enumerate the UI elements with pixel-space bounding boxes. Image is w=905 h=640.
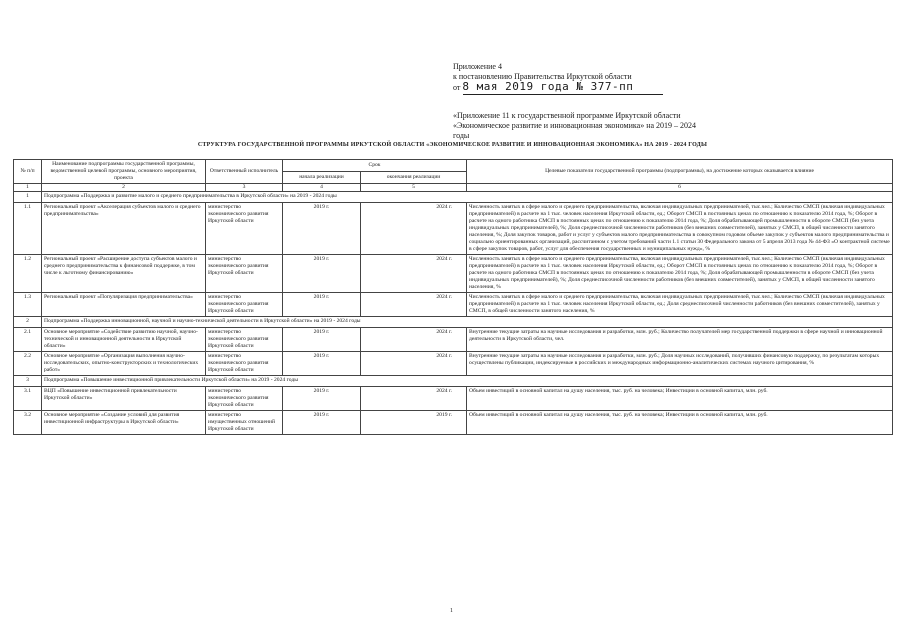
row-start: 2019 г.: [283, 387, 361, 411]
row-number: 3.1: [14, 387, 42, 411]
row-responsible: министерство экономического развития Иркутской области: [206, 255, 283, 293]
section-row: [14, 192, 893, 203]
col-header-responsible: Ответственный исполнитель: [206, 160, 283, 184]
row-end: 2024 г.: [361, 387, 467, 411]
row-targets: Численность занятых в сфере малого и среднего предпринимательства, включая индивидуальных предпринимателей, тыс.чел.; Количество СМСП (включая индивидуальных предпринимателей) в расчете на 1 тыс. человек населения Иркутской области, ед.; Оборот СМСП в постоянных ценах по отношению к показателю 2014 года, %; Оборот в расчете на одного работника СМСП в постоянных ценах по отношению к показателю 2014 года, %; Доля обрабатывающей промышленности в обороте СМСП (без учета индивидуальных предпринимателей), %; Доля среднесписочной численности работников (без внешних совместителей), занятых у СМСП, в общей численности занятого населения, %: [467, 255, 893, 293]
row-responsible: министерство экономического развития Иркутской области: [206, 352, 283, 376]
document-title: СТРУКТУРА ГОСУДАРСТВЕННОЙ ПРОГРАММЫ ИРКУТСКОЙ ОБЛАСТИ «ЭКОНОМИЧЕСКОЕ РАЗВИТИЕ И ИННОВАЦИОННАЯ ЭКОНОМИКА» НА 2019 - 2024 ГОДЫ: [197, 142, 708, 148]
row-name: Основное мероприятие «Создание условий для развития инвестиционной инфраструктуры в Иркутской области»: [42, 411, 206, 435]
row-responsible: министерство имущественных отношений Иркутской области: [206, 411, 283, 435]
column-number-row: [14, 184, 893, 192]
row-end: 2024 г.: [361, 203, 467, 255]
column-number: 6: [467, 184, 893, 192]
row-end: 2024 г.: [361, 352, 467, 376]
row-name: Региональный проект «Расширение доступа субъектов малого и среднего предпринимательства к финансовой поддержке, в том числе к льготному финансированию»: [42, 255, 206, 293]
section-number: 3: [14, 376, 42, 387]
row-number: 2.2: [14, 352, 42, 376]
row-start: 2019 г.: [283, 293, 361, 317]
row-targets: Внутренние текущие затраты на научные исследования и разработки, млн. руб.; Количество получателей мер государственной поддержки в сфере научной и инновационной деятельности в Иркутской области, чел.: [467, 328, 893, 352]
col-header-term: Срок: [283, 160, 467, 172]
table-row: [14, 203, 893, 255]
row-start: 2019 г.: [283, 411, 361, 435]
row-targets: Объем инвестиций в основной капитал на душу населения, тыс. руб. на человека; Инвестиции в основной капитал, млн. руб.: [467, 411, 893, 435]
row-responsible: министерство экономического развития Иркутской области: [206, 293, 283, 317]
appendix-label: Приложение 4: [453, 62, 502, 71]
row-end: 2024 г.: [361, 255, 467, 293]
col-header-name: Наименование подпрограммы государственной программы, ведомственной целевой программы, основного мероприятия, проекта: [42, 160, 206, 184]
column-number: 5: [361, 184, 467, 192]
row-targets: Внутренние текущие затраты на научные исследования и разработки, млн. руб.; Доля научных исследований, получивших финансовую поддержку, по результатам которых осуществлены публикации, индексируемые в российских и международных информационно-аналитических системах научного цитирования, %: [467, 352, 893, 376]
table-row: [14, 255, 893, 293]
row-name: Региональный проект «Акселерация субъектов малого и среднего предпринимательства»: [42, 203, 206, 255]
row-number: 3.2: [14, 411, 42, 435]
appendix-program-reference: «Приложение 11 к государственной программе Иркутской области «Экономическое развитие и инновационная экономика» на 2019 – 2024 годы: [453, 111, 697, 140]
column-number: 3: [206, 184, 283, 192]
col-header-number: № п/п: [14, 160, 42, 184]
row-name: Региональный проект «Популяризация предпринимательства»: [42, 293, 206, 317]
row-start: 2019 г.: [283, 352, 361, 376]
page-number: 1: [450, 608, 453, 614]
row-targets: Численность занятых в сфере малого и среднего предпринимательства, включая индивидуальных предпринимателей, тыс.чел.; Количество СМСП (включая индивидуальных предпринимателей) в расчете на 1 тыс. человек населения Иркутской области, ед.; Оборот СМСП в постоянных ценах по отношению к показателю 2014 года, %; Оборот в расчете на одного работника СМСП в постоянных ценах по отношению к показателю 2014 года, %; Доля обрабатывающей промышленности в обороте СМСП (без учета индивидуальных предпринимателей), %; Доля среднесписочной численности работников (без внешних совместителей), занятых у СМСП, в общей численности занятого населения, %; Доля закупок товаров, работ и услуг у субъектов малого предпринимательства в совокупном годовом объеме закупок у субъектов малого предпринимательства и социально ориентированных организаций, рассчитанном с учетом требований части 1.1 статьи 30 Федерального закона от 5 апреля 2013 года № 44-ФЗ «О контрактной системе в сфере закупок товаров, работ, услуг для обеспечения государственных и муниципальных нужд», %: [467, 203, 893, 255]
row-number: 1.1: [14, 203, 42, 255]
col-header-start: начала реализации: [283, 172, 361, 184]
row-name: ВЦП «Повышение инвестиционной привлекательности Иркутской области»: [42, 387, 206, 411]
column-number: 2: [42, 184, 206, 192]
row-number: 1.3: [14, 293, 42, 317]
section-number: 2: [14, 317, 42, 328]
row-responsible: министерство экономического развития Иркутской области: [206, 203, 283, 255]
row-targets: Объем инвестиций в основной капитал на душу населения, тыс. руб. на человека; Инвестиции в основной капитал, млн. руб.: [467, 387, 893, 411]
row-responsible: министерство экономического развития Иркутской области: [206, 328, 283, 352]
column-number: 4: [283, 184, 361, 192]
program-structure-table: [13, 159, 893, 435]
row-responsible: министерство экономического развития Иркутской области: [206, 387, 283, 411]
resolution-date: [453, 82, 633, 93]
section-number: 1: [14, 192, 42, 203]
table-row: [14, 387, 893, 411]
table-row: [14, 293, 893, 317]
row-end: 2024 г.: [361, 328, 467, 352]
row-name: Основное мероприятие «Содействие развитию научной, научно-технической и инновационной деятельности в Иркутской области»: [42, 328, 206, 352]
section-title: Подпрограмма «Поддержка и развитие малого и среднего предпринимательства в Иркутской области» на 2019 - 2024 годы: [42, 192, 893, 203]
row-number: 2.1: [14, 328, 42, 352]
row-number: 1.2: [14, 255, 42, 293]
section-row: [14, 317, 893, 328]
table-row: [14, 352, 893, 376]
resolution-reference: к постановлению Правительства Иркутской области: [453, 72, 632, 81]
header-row: [14, 160, 893, 172]
section-row: [14, 376, 893, 387]
col-header-targets: Целевые показатели государственной программы (подпрограммы), на достижение которых оказывается влияние: [467, 160, 893, 184]
row-start: 2019 г.: [283, 203, 361, 255]
row-start: 2019 г.: [283, 328, 361, 352]
date-stamp: 8 мая 2019 года № 377-пп: [462, 80, 634, 93]
row-targets: Численность занятых в сфере малого и среднего предпринимательства, включая индивидуальных предпринимателей, тыс.чел.; Количество СМСП (включая индивидуальных предпринимателей) в расчете на 1 тыс. человек населения Иркутской области, ед.; Доля среднесписочной численности работников (без внешних совместителей), занятых у СМСП, в общей численности занятого населения, %: [467, 293, 893, 317]
column-number: 1: [14, 184, 42, 192]
row-end: 2024 г.: [361, 293, 467, 317]
date-prefix: от: [453, 83, 461, 92]
row-name: Основное мероприятие «Организация выполнения научно-исследовательских, опытно-конструкторских и технологических работ»: [42, 352, 206, 376]
table-row: [14, 411, 893, 435]
row-start: 2019 г.: [283, 255, 361, 293]
row-end: 2019 г.: [361, 411, 467, 435]
col-header-end: окончания реализации: [361, 172, 467, 184]
date-underline: [463, 94, 663, 95]
section-title: Подпрограмма «Поддержка инновационной, научной и научно-технической деятельности в Иркутской области» на 2019 - 2024 годы: [42, 317, 893, 328]
section-title: Подпрограмма «Повышение инвестиционной привлекательности Иркутской области» на 2019 - 2024 годы: [42, 376, 893, 387]
table-row: [14, 328, 893, 352]
